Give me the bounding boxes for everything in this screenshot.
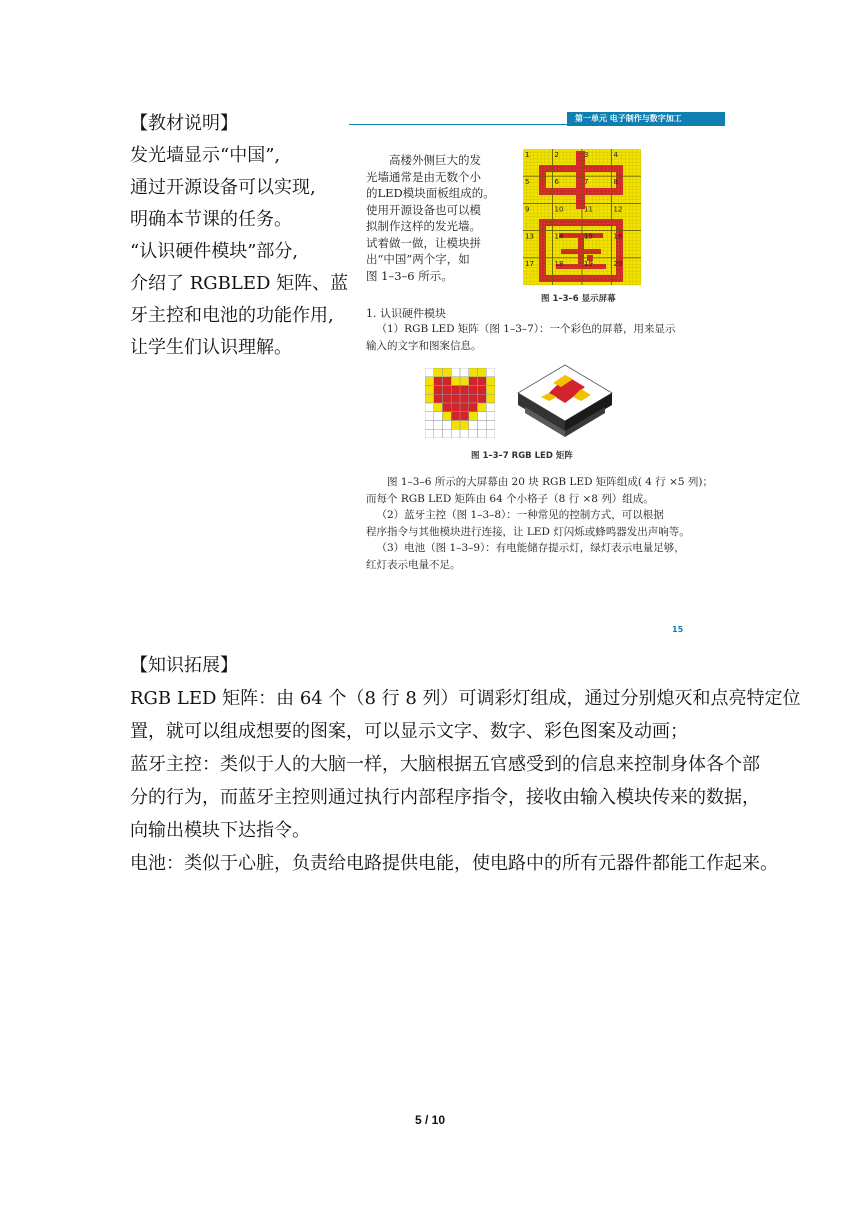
figure-rgb-led-matrix-heart [425,368,495,438]
para-line: 图 1–3–6 所示的大屏幕由 20 块 RGB LED 矩阵组成( 4 行 ×5 列)； [387,476,714,488]
figure-137-caption: 图 1–3–7 RGB LED 矩阵 [471,451,573,461]
heart-pixel [478,377,487,386]
knowledge-line: 分的行为，而蓝牙主控则通过执行内部程序指令，接收由输入模块传来的数据， [130,787,760,808]
module-number: 15 [584,232,593,241]
heart-pixel [443,421,452,430]
chapter-header-text: 第一单元 电子制作与数字加工 [575,114,682,123]
heart-pixel [460,412,469,421]
chapter-header-banner [567,112,725,126]
heart-pixel [451,386,460,395]
heart-pixel [469,412,478,421]
heart-pixel [486,403,495,412]
notes-line: 牙主控和电池的功能作用, [130,305,334,326]
textbook-notes [130,108,348,364]
heart-pixel [443,403,452,412]
notes-line: “认识硬件模块”部分, [130,241,299,262]
heart-pixel [434,377,443,386]
intro-line: 使用开源设备也可以模 [366,202,481,217]
knowledge-line: 置，就可以组成想要的图案，可以显示文字、数字、彩色图案及动画； [130,721,688,742]
heart-pixel [460,386,469,395]
heart-pixel [451,412,460,421]
heart-pixel [434,412,443,421]
module-number: 20 [613,259,623,268]
heart-pixel [425,368,434,377]
module-number: 14 [554,232,564,241]
para-line: 程序指令与其他模块进行连接，让 LED 灯闪烁或蜂鸣器发出声响等。 [366,525,690,538]
heart-pixel [486,368,495,377]
figure-136-caption: 图 1–3–6 显示屏幕 [541,294,616,304]
heart-pixel [460,403,469,412]
heart-pixel [443,429,452,438]
heart-pixel [469,394,478,403]
heart-pixel [434,386,443,395]
heart-pixel [460,429,469,438]
module-number: 18 [554,259,564,268]
heart-pixel [478,368,487,377]
module-number: 13 [525,232,534,241]
heart-pixel [486,429,495,438]
heart-pixel [460,421,469,430]
heart-pixel [451,403,460,412]
intro-text [366,152,495,284]
intro-line: 的LED模块面板组成的。 [366,186,495,200]
heart-pixel [486,394,495,403]
heart-pixel [469,377,478,386]
heart-pixel [451,377,460,386]
chapter-header-line [349,124,567,125]
intro-line: 出“中国”两个字，如 [366,252,470,266]
para-line: 红灯表示电量不足。 [366,558,461,571]
notes-heading: 【教材说明】 [130,113,238,134]
heart-pixel [434,403,443,412]
heart-pixel [451,368,460,377]
heart-pixel [434,429,443,438]
heart-pixel [434,421,443,430]
heart-pixel [451,394,460,403]
heart-pixel [425,394,434,403]
module-number: 7 [584,178,589,187]
heart-pixel [443,377,452,386]
notes-line: 让学生们认识理解。 [130,337,292,358]
module-number: 10 [554,205,564,214]
module-number: 17 [525,259,534,268]
knowledge-line: 蓝牙主控：类似于人的大脑一样，大脑根据五官感受到的信息来控制身体各个部 [130,754,760,775]
module-number: 6 [554,178,559,187]
module-number: 8 [613,178,618,187]
knowledge-extension [130,649,801,880]
intro-line: 高楼外侧巨大的发 [389,153,481,167]
heart-pixel [443,368,452,377]
module-number: 19 [584,259,593,268]
heart-pixel [434,394,443,403]
heart-pixel [451,429,460,438]
heart-pixel [478,429,487,438]
module-number: 11 [584,205,593,214]
heart-pixel [425,412,434,421]
heart-pixel [425,429,434,438]
heart-pixel [486,421,495,430]
module-number: 2 [554,151,559,159]
module-number: 9 [525,205,530,214]
para-line: （2）蓝牙主控（图 1–3–8）：一种常见的控制方式，可以根据 [376,509,664,521]
heart-pixel [469,403,478,412]
page-footer: 5 / 10 [414,1113,446,1127]
heart-pixel [478,386,487,395]
figure-display-screen [523,149,641,285]
heart-pixel [478,394,487,403]
figure-rgb-led-module-3d [515,363,615,443]
heart-pixel [460,377,469,386]
section-title: 1. 认识硬件模块 [366,307,446,320]
knowledge-line: RGB LED 矩阵：由 64 个（8 行 8 列）可调彩灯组成，通过分别熄灭和点亮特定位 [130,688,801,709]
module-number: 4 [613,151,618,159]
heart-pixel [434,368,443,377]
heart-pixel [460,394,469,403]
module-number: 16 [613,232,623,241]
knowledge-line: 向输出模块下达指令。 [130,820,310,841]
para-line: （3）电池（图 1–3–9）：有电能储存提示灯，绿灯表示电量足够， [376,542,685,554]
heart-pixel [478,403,487,412]
para-line: （1）RGB LED 矩阵（图 1–3–7）：一个彩色的屏幕，用来显示 [376,323,676,335]
heart-pixel [451,421,460,430]
heart-pixel [486,377,495,386]
heart-pixel [443,386,452,395]
heart-pixel [425,403,434,412]
heart-pixel [486,386,495,395]
para-line: 输入的文字和图案信息。 [366,339,482,352]
knowledge-line: 电池：类似于心脏，负责给电路提供电能，使电路中的所有元器件都能工作起来。 [130,853,778,874]
heart-pixel [460,368,469,377]
notes-line: 发光墙显示“中国”, [130,145,281,166]
heart-pixel [425,421,434,430]
module-number: 5 [525,178,530,187]
para-rgb-matrix [366,321,676,354]
heart-pixel-cells [425,368,495,438]
heart-pixel [443,412,452,421]
heart-pixel [469,386,478,395]
notes-line: 明确本节课的任务。 [130,209,292,230]
intro-line: 图 1–3–6 所示。 [366,268,453,283]
intro-line: 拟制作这样的发光墙。 [366,219,481,233]
heart-pixel [469,368,478,377]
heart-pixel [469,421,478,430]
module-number: 3 [584,151,589,159]
para-line: 而每个 RGB LED 矩阵由 64 个小格子（8 行 ×8 列）组成。 [366,492,654,505]
heart-pixel [425,386,434,395]
heart-pixel [486,412,495,421]
notes-line: 介绍了 RGBLED 矩阵、蓝 [130,273,349,294]
module-number: 12 [613,205,623,214]
intro-line: 光墙通常是由无数个小 [366,169,481,184]
para-matrix-details [366,474,713,573]
heart-pixel [478,421,487,430]
notes-line: 通过开源设备可以实现, [130,177,316,198]
heart-pixel [443,394,452,403]
textbook-page-number: 15 [672,625,684,634]
module-number: 1 [525,151,530,159]
textbook-page-image [345,108,730,638]
heart-pixel [469,429,478,438]
intro-line: 试着做一做，让模块拼 [366,235,481,250]
heart-pixel [425,377,434,386]
knowledge-heading: 【知识拓展】 [130,655,238,676]
heart-pixel [478,412,487,421]
